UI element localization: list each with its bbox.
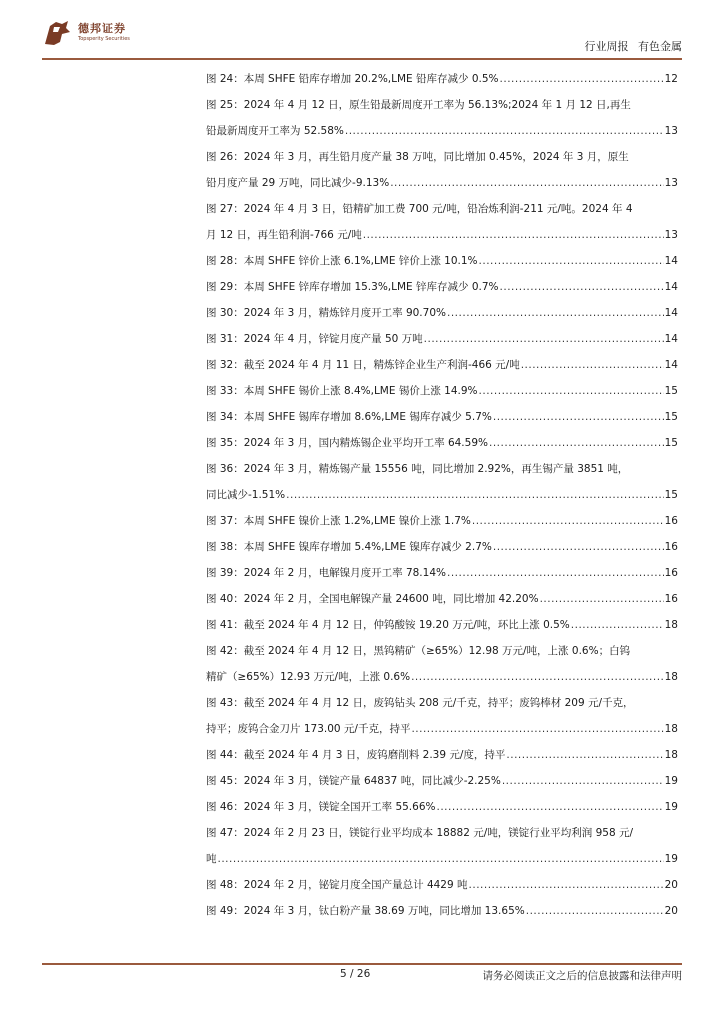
toc-leader-dots — [571, 612, 664, 638]
toc-line — [206, 352, 678, 378]
toc-page-number: 16 — [664, 541, 678, 553]
toc-leader-dots — [363, 222, 664, 248]
toc-entry[interactable] — [206, 196, 678, 248]
toc-entry-title: 图 42：截至 2024 年 4 月 12 日，黑钨精矿（≥65%）12.98 万元/吨，上涨 0.6%；白钨 — [206, 645, 631, 657]
toc-leader-dots — [526, 898, 664, 924]
toc-entry-title: 图 35：2024 年 3 月，国内精炼锡企业平均开工率 64.59% — [206, 437, 488, 449]
toc-line — [206, 534, 678, 560]
toc-page-number: 18 — [664, 619, 678, 631]
toc-entry[interactable] — [206, 794, 678, 820]
brand-name-cn: 德邦证券 — [78, 22, 126, 35]
toc-leader-dots — [411, 664, 664, 690]
toc-entry-title: 铅最新周度开工率为 52.58% — [206, 125, 344, 137]
toc-entry[interactable] — [206, 66, 678, 92]
toc-entry[interactable] — [206, 898, 678, 924]
toc-page-number: 19 — [664, 853, 678, 865]
toc-entry[interactable] — [206, 690, 678, 742]
toc-leader-dots — [447, 560, 664, 586]
toc-page-number: 15 — [664, 437, 678, 449]
toc-leader-dots — [479, 248, 664, 274]
toc-line — [206, 456, 678, 482]
toc-line — [206, 586, 678, 612]
toc-line — [206, 742, 678, 768]
toc-entry-title: 月 12 日，再生铅利润-766 元/吨 — [206, 229, 362, 241]
toc-entry-title: 持平；废钨合金刀片 173.00 元/千克，持平 — [206, 723, 411, 735]
toc-entry-title: 图 39：2024 年 2 月，电解镍月度开工率 78.14% — [206, 567, 446, 579]
company-logo — [42, 18, 152, 48]
toc-entry-title: 图 45：2024 年 3 月，镁锭产量 64837 吨，同比减少-2.25% — [206, 775, 501, 787]
toc-leader-dots — [447, 300, 664, 326]
toc-leader-dots — [469, 872, 664, 898]
toc-line — [206, 820, 678, 846]
toc-entry-title: 铅月度产量 29 万吨，同比减少-9.13% — [206, 177, 390, 189]
toc-page-number: 18 — [664, 671, 678, 683]
toc-page-number: 14 — [664, 333, 678, 345]
toc-entry-title: 图 44：截至 2024 年 4 月 3 日，废钨磨削料 2.39 元/度，持平 — [206, 749, 506, 761]
toc-page-number: 18 — [664, 749, 678, 761]
toc-line — [206, 196, 678, 222]
toc-page-number: 14 — [664, 359, 678, 371]
toc-line — [206, 508, 678, 534]
toc-entry[interactable] — [206, 430, 678, 456]
toc-leader-dots — [493, 404, 664, 430]
toc-leader-dots — [437, 794, 664, 820]
toc-leader-dots — [286, 482, 663, 508]
toc-entry[interactable] — [206, 820, 678, 872]
toc-line — [206, 430, 678, 456]
toc-entry-title: 图 46：2024 年 3 月，镁锭全国开工率 55.66% — [206, 801, 436, 813]
toc-entry[interactable] — [206, 872, 678, 898]
toc-leader-dots — [489, 430, 664, 456]
toc-line — [206, 248, 678, 274]
report-category — [585, 38, 683, 54]
toc-entry-title: 图 30：2024 年 3 月，精炼锌月度开工率 90.70% — [206, 307, 446, 319]
toc-entry[interactable] — [206, 638, 678, 690]
footer-divider — [42, 963, 682, 965]
toc-page-number: 16 — [664, 593, 678, 605]
toc-entry[interactable] — [206, 300, 678, 326]
toc-leader-dots — [390, 170, 663, 196]
toc-page-number: 15 — [664, 411, 678, 423]
toc-leader-dots — [521, 352, 664, 378]
toc-page-number: 16 — [664, 567, 678, 579]
toc-line — [206, 612, 678, 638]
toc-leader-dots — [479, 378, 664, 404]
toc-entry-title: 图 33：本周 SHFE 锡价上涨 8.4%,LME 锡价上涨 14.9% — [206, 385, 478, 397]
page-number: 5 / 26 — [340, 968, 371, 980]
toc-entry-title: 图 27：2024 年 4 月 3 日，铅精矿加工费 700 元/吨，铅冶炼利润-211 元/吨。2024 年 4 — [206, 203, 633, 215]
toc-leader-dots — [540, 586, 664, 612]
toc-line — [206, 326, 678, 352]
toc-entry-title: 图 31：2024 年 4 月，锌锭月度产量 50 万吨 — [206, 333, 423, 345]
toc-leader-dots — [500, 274, 664, 300]
figure-list — [206, 66, 678, 924]
toc-page-number: 14 — [664, 281, 678, 293]
toc-page-number: 13 — [664, 125, 678, 137]
toc-line — [206, 846, 678, 872]
toc-entry[interactable] — [206, 768, 678, 794]
toc-line — [206, 482, 678, 508]
toc-entry[interactable] — [206, 352, 678, 378]
toc-page-number: 13 — [664, 229, 678, 241]
toc-line — [206, 66, 678, 92]
toc-entry-title: 图 24：本周 SHFE 铅库存增加 20.2%,LME 铅库存减少 0.5% — [206, 73, 499, 85]
toc-entry-title: 图 49：2024 年 3 月，钛白粉产量 38.69 万吨，同比增加 13.65% — [206, 905, 525, 917]
toc-leader-dots — [500, 66, 664, 92]
toc-entry-title: 图 40：2024 年 2 月，全国电解镍产量 24600 吨，同比增加 42.20% — [206, 593, 539, 605]
toc-entry-title: 图 47：2024 年 2 月 23 日，镁锭行业平均成本 18882 元/吨，镁锭行业平均利润 958 元/ — [206, 827, 634, 839]
toc-page-number: 20 — [664, 879, 678, 891]
toc-line — [206, 300, 678, 326]
brand-name-en: Topsperity Securities — [78, 36, 130, 42]
toc-entry[interactable] — [206, 92, 678, 144]
toc-line — [206, 144, 678, 170]
toc-entry[interactable] — [206, 534, 678, 560]
toc-page-number: 20 — [664, 905, 678, 917]
toc-entry-title: 图 37：本周 SHFE 镍价上涨 1.2%,LME 镍价上涨 1.7% — [206, 515, 471, 527]
toc-entry-title: 图 28：本周 SHFE 锌价上涨 6.1%,LME 锌价上涨 10.1% — [206, 255, 478, 267]
toc-leader-dots — [472, 508, 664, 534]
toc-line — [206, 274, 678, 300]
toc-leader-dots — [345, 118, 664, 144]
toc-entry-title: 吨 — [206, 853, 217, 865]
toc-page-number: 19 — [664, 801, 678, 813]
toc-entry[interactable] — [206, 586, 678, 612]
toc-line — [206, 638, 678, 664]
toc-entry[interactable] — [206, 274, 678, 300]
toc-page-number: 15 — [664, 489, 678, 501]
toc-entry-title: 图 48：2024 年 2 月，铋锭月度全国产量总计 4429 吨 — [206, 879, 468, 891]
toc-entry[interactable] — [206, 560, 678, 586]
toc-entry-title: 同比减少-1.51% — [206, 489, 286, 501]
toc-line — [206, 898, 678, 924]
report-sector: 有色金属 — [638, 40, 682, 53]
toc-entry-title: 图 36：2024 年 3 月，精炼锡产量 15556 吨，同比增加 2.92%，再生锡产量 3851 吨， — [206, 463, 629, 475]
toc-page-number: 16 — [664, 515, 678, 527]
toc-page-number: 15 — [664, 385, 678, 397]
toc-line — [206, 404, 678, 430]
toc-page-number: 12 — [664, 73, 678, 85]
toc-page-number: 14 — [664, 255, 678, 267]
toc-page-number: 19 — [664, 775, 678, 787]
toc-entry-title: 图 26：2024 年 3 月，再生铅月度产量 38 万吨，同比增加 0.45%，2024 年 3 月，原生 — [206, 151, 629, 163]
toc-leader-dots — [424, 326, 664, 352]
toc-entry-title: 图 38：本周 SHFE 镍库存增加 5.4%,LME 镍库存减少 2.7% — [206, 541, 492, 553]
logo-icon — [42, 18, 72, 48]
toc-leader-dots — [411, 716, 663, 742]
toc-entry-title: 图 32：截至 2024 年 4 月 11 日，精炼锌企业生产利润-466 元/吨 — [206, 359, 520, 371]
toc-line — [206, 118, 678, 144]
toc-entry[interactable] — [206, 742, 678, 768]
toc-entry[interactable] — [206, 144, 678, 196]
toc-entry-title: 图 41：截至 2024 年 4 月 12 日，仲钨酸铵 19.20 万元/吨，环比上涨 0.5% — [206, 619, 570, 631]
toc-entry-title: 图 25：2024 年 4 月 12 日，原生铅最新周度开工率为 56.13%;2024 年 1 月 12 日,再生 — [206, 99, 631, 111]
toc-page-number: 14 — [664, 307, 678, 319]
page-header — [0, 0, 724, 62]
toc-line — [206, 560, 678, 586]
toc-entry-title: 精矿（≥65%）12.93 万元/吨，上涨 0.6% — [206, 671, 411, 683]
toc-line — [206, 872, 678, 898]
toc-line — [206, 222, 678, 248]
report-type: 行业周报 — [584, 40, 629, 53]
toc-line — [206, 92, 678, 118]
toc-leader-dots — [493, 534, 664, 560]
toc-leader-dots — [218, 846, 664, 872]
toc-line — [206, 378, 678, 404]
toc-entry[interactable] — [206, 456, 678, 508]
toc-line — [206, 170, 678, 196]
toc-line — [206, 768, 678, 794]
header-divider — [42, 58, 682, 60]
toc-entry[interactable] — [206, 378, 678, 404]
toc-entry[interactable] — [206, 248, 678, 274]
toc-entry[interactable] — [206, 612, 678, 638]
toc-entry-title: 图 34：本周 SHFE 锡库存增加 8.6%,LME 锡库存减少 5.7% — [206, 411, 492, 423]
toc-line — [206, 664, 678, 690]
toc-entry[interactable] — [206, 508, 678, 534]
toc-leader-dots — [502, 768, 664, 794]
toc-entry[interactable] — [206, 404, 678, 430]
toc-entry-title: 图 29：本周 SHFE 锌库存增加 15.3%,LME 锌库存减少 0.7% — [206, 281, 499, 293]
toc-entry-title: 图 43：截至 2024 年 4 月 12 日，废钨钻头 208 元/千克，持平；废钨棒材 209 元/千克， — [206, 697, 634, 709]
legal-disclaimer: 请务必阅读正文之后的信息披露和法律声明 — [482, 970, 682, 982]
toc-entry[interactable] — [206, 326, 678, 352]
toc-page-number: 18 — [664, 723, 678, 735]
toc-page-number: 13 — [664, 177, 678, 189]
toc-line — [206, 690, 678, 716]
toc-leader-dots — [506, 742, 663, 768]
toc-line — [206, 716, 678, 742]
toc-line — [206, 794, 678, 820]
